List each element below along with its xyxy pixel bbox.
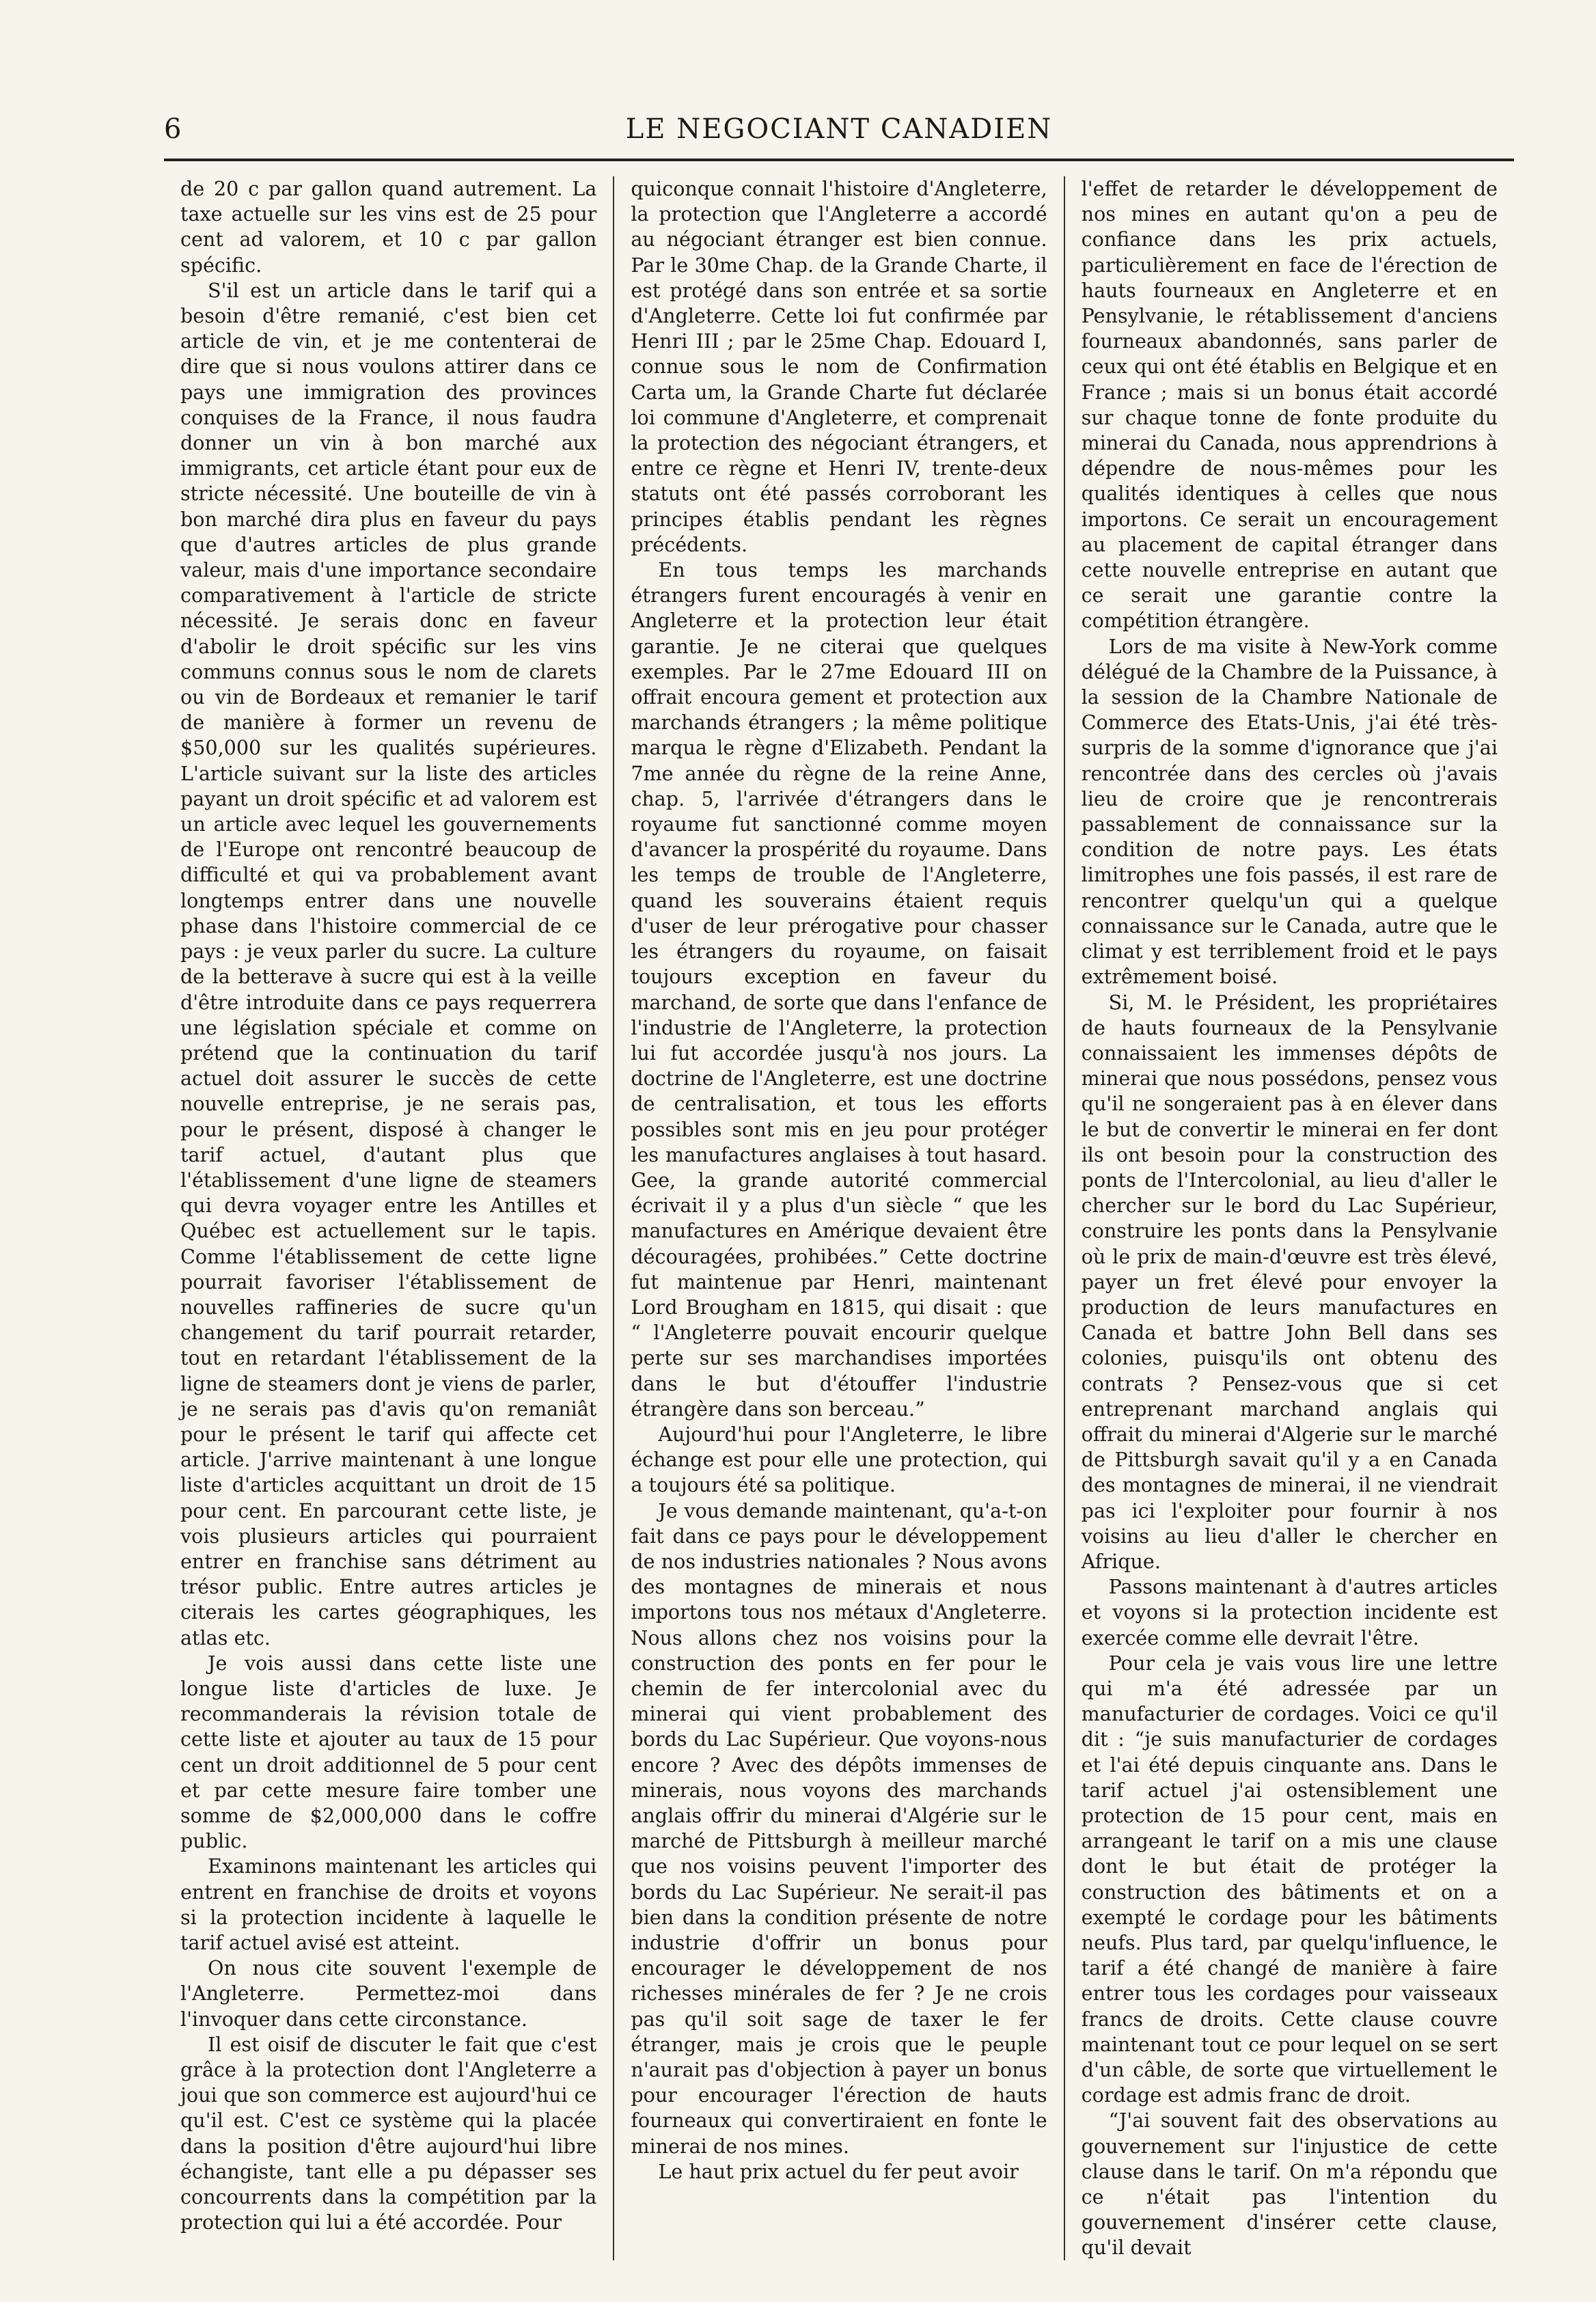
paragraph: l'effet de retarder le développement de nos mines en autant qu'on a peu de confiance dans les prix actuels, particulièrement en face de l'érection de hauts fourneaux en Angleterre et en Pensylvanie, le rétablissement d'anciens fourneaux abandonnés, sans parler de ceux qui ont été établis en Belgique et en France ; mais si un bonus était accordé sur chaque tonne de fonte produite du minerai du Canada, nous apprendrions à dépendre de nous-mêmes pour les qualités identiques à celles que nous importons. Ce serait un encouragement au placement de capital étranger dans cette nouvelle entreprise en autant que ce serait une garantie contre la compétition étrangère. [1081, 177, 1498, 633]
column-3 [1064, 176, 1514, 2260]
paragraph: On nous cite souvent l'exemple de l'Angleterre. Permettez-moi dans l'invoquer dans cette circonstance. [180, 1956, 597, 2031]
paragraph: Je vous demande maintenant, qu'a-t-on fait dans ce pays pour le développement de nos industries nationales ? Nous avons des montagnes de minerais et nous importons tous nos métaux d'Angleterre. Nous allons chez nos voisins pour la construction des ponts en fer pour le chemin de fer intercolonial avec du minerai qui vient probablement des bords du Lac Supérieur. Que voyons-nous encore ? Avec des dépôts immenses de minerais, nous voyons des marchands anglais offrir du minerai d'Algérie sur le marché de Pittsburgh à meilleur marché que nos voisins peuvent l'importer des bords du Lac Supérieur. Ne serait-il pas bien dans la condition présente de notre industrie d'offrir un bonus pour encourager le développement de nos richesses minérales de fer ? Je ne crois pas qu'il soit sage de taxer le fer étranger, mais je crois que le peuple n'aurait pas d'objection à payer un bonus pour encourager l'érection de hauts fourneaux qui convertiraient en fonte le minerai de nos mines. [631, 1498, 1047, 2158]
column-2 [613, 176, 1063, 2260]
paragraph: En tous temps les marchands étrangers furent encouragés à venir en Angleterre et la protection leur était garantie. Je ne citerai que quelques exemples. Par le 27me Edouard III on offrait encoura gement et protection aux marchands étrangers ; la même politique marqua le règne d'Elizabeth. Pendant la 7me année du règne de la reine Anne, chap. 5, l'arrivée d'étrangers dans le royaume fut sanctionné comme moyen d'avancer la prospérité du royaume. Dans les temps de trouble de l'Angleterre, quand les souverains étaient requis d'user de leur prérogative pour chasser les étrangers du royaume, on faisait toujours exception en faveur du marchand, de sorte que dans l'enfance de l'industrie de l'Angleterre, la protection lui fut accordée jusqu'à nos jours. La doctrine de l'Angleterre, est une doctrine de centralisation, et tous les efforts possibles sont mis en jeu pour protéger les manufactures anglaises à tout hasard. Gee, la grande autorité commercial écrivait il y a plus d'un siècle “ que les manufactures en Amérique devaient être découragées, prohibées.” Cette doctrine fut maintenue par Henri, maintenant Lord Brougham en 1815, qui disait : que “ l'Angleterre pouvait encourir quelque perte sur ses marchandises importées dans le but d'étouffer l'industrie étrangère dans son berceau.” [631, 558, 1047, 1421]
paragraph: Aujourd'hui pour l'Angleterre, le libre échange est pour elle une protection, qui a toujours été sa politique. [631, 1422, 1047, 1497]
paragraph: Examinons maintenant les articles qui entrent en franchise de droits et voyons si la protection incidente à laquelle le tarif actuel avisé est atteint. [180, 1854, 597, 1955]
paragraph: “J'ai souvent fait des observations au gouvernement sur l'injustice de cette clause dans le tarif. On m'a répondu que ce n'était pas l'intention du gouvernement d'insérer cette clause, qu'il devait [1081, 2109, 1498, 2260]
paragraph: Passons maintenant à d'autres articles et voyons si la protection incidente est exercée comme elle devrait l'être. [1081, 1575, 1498, 1649]
paragraph: Le haut prix actuel du fer peut avoir [658, 2159, 1019, 2183]
paragraph: de 20 c par gallon quand autrement. La taxe actuelle sur les vins est de 25 pour cent ad valorem, et 10 c par gallon spécific. [180, 177, 597, 277]
page-header [164, 111, 1514, 161]
running-title: LE NEGOCIANT CANADIEN [625, 113, 1053, 145]
paragraph: Si, M. le Président, les propriétaires de hauts fourneaux de la Pensylvanie connaissaient les immenses dépôts de minerai que nous possédons, pensez vous qu'il ne songeraient pas à en élever dans le but de convertir le minerai en fer dont ils ont besoin pour la construction des ponts de l'Intercolonial, au lieu d'aller le chercher sur le bord du Lac Supérieur, construire les ponts dans la Pensylvanie où le prix de main-d'œuvre est très élevé, payer un fret élevé pour envoyer la production de leurs manufactures en Canada et battre John Bell dans ses colonies, puisqu'ils ont obtenu des contrats ? Pensez-vous que si cet entreprenant marchand anglais qui offrait du minerai d'Algerie sur le marché de Pittsburgh savait qu'il y a en Canada des montagnes de minerai, il ne viendrait pas ici l'exploiter pour fournir à nos voisins au lieu d'aller le chercher en Afrique. [1081, 990, 1498, 1573]
paragraph: Pour cela je vais vous lire une lettre qui m'a été adressée par un manufacturier de cordages. Voici ce qu'il dit : “je suis manufacturier de cordages et l'ai été depuis cinquante ans. Dans le tarif actuel j'ai ostensiblement une protection de 15 pour cent, mais en arrangeant le tarif on a mis une clause dont le but était de protéger la construction des bâtiments et on a exempté le cordage pour les bâtiments neufs. Plus tard, par quelqu'influence, le tarif a été changé de manière à faire entrer tous les cordages pour vaisseaux francs de droits. Cette clause couvre maintenant tout ce pour lequel on se sert d'un câble, de sorte que virtuellement le cordage est admis franc de droit. [1081, 1651, 1498, 2107]
column-1 [164, 176, 613, 2260]
text-columns [164, 176, 1514, 2260]
page-number: 6 [164, 113, 182, 145]
paragraph: Lors de ma visite à New-York comme délégué de la Chambre de la Puissance, à la session de la Chambre Nationale de Commerce des Etats-Unis, j'ai été très-surpris de la somme d'ignorance que j'ai rencontrée dans des cercles où j'avais lieu de croire que je rencontrerais passablement de connaissance sur la condition de notre pays. Les états limitrophes une fois passés, il est rare de rencontrer quelqu'un qui a quelque connaissance sur le Canada, autre que le climat y est terriblement froid et le pays extrêmement boisé. [1081, 634, 1498, 989]
paragraph: Je vois aussi dans cette liste une longue liste d'articles de luxe. Je recommanderais la révision totale de cette liste et ajouter au taux de 15 pour cent un droit additionnel de 5 pour cent et par cette mesure faire tomber une somme de $2,000,000 dans le coffre public. [180, 1651, 597, 1853]
paragraph: quiconque connait l'histoire d'Angleterre, la protection que l'Angleterre a accordé au négociant étranger est bien connue. Par le 30me Chap. de la Grande Charte, il est protégé dans son entrée et sa sortie d'Angleterre. Cette loi fut confirmée par Henri III ; par le 25me Chap. Edouard I, connue sous le nom de Confirmation Carta um, la Grande Charte fut déclarée loi commune d'Angleterre, et comprenait la protection des négociant étrangers, et entre ce règne et Henri IV, trente-deux statuts ont été passés corroborant les principes établis pendant les règnes précédents. [631, 177, 1047, 556]
paragraph: S'il est un article dans le tarif qui a besoin d'être remanié, c'est bien cet article de vin, et je me contenterai de dire que si nous voulons attirer dans ce pays une immigration des provinces conquises de la France, il nous faudra donner un vin à bon marché aux immigrants, cet article étant pour eux de stricte nécessité. Une bouteille de vin à bon marché dira plus en faveur du pays que d'autres articles de plus grande valeur, mais d'une importance secondaire comparativement à l'article de stricte nécessité. Je serais donc en faveur d'abolir le droit spécific sur les vins communs connus sous le nom de clarets ou vin de Bordeaux et remanier le tarif de manière à former un revenu de $50,000 sur les qualités supérieures. L'article suivant sur la liste des articles payant un droit spécific et ad valorem est un article avec lequel les gouvernements de l'Europe ont rencontré beaucoup de difficulté et qui va probablement avant longtemps entrer dans une nouvelle phase dans l'histoire commercial de ce pays : je veux parler du sucre. La culture de la betterave à sucre qui est à la veille d'être introduite dans ce pays requerrera une législation spéciale et comme on prétend que la continuation du tarif actuel doit assurer le succès de cette nouvelle entreprise, je ne serais pas, pour le présent, disposé à changer le tarif actuel, d'autant plus que l'établissement d'une ligne de steamers qui devra voyager entre les Antilles et Québec est actuellement sur le tapis. Comme l'établissement de cette ligne pourrait favoriser l'établissement de nouvelles raffineries de sucre qu'un changement du tarif pourrait retarder, tout en retardant l'établissement de la ligne de steamers dont je viens de parler, je ne serais pas d'avis qu'on remaniât pour le présent le tarif qui affecte cet article. J'arrive maintenant à une longue liste d'articles acquittant un droit de 15 pour cent. En parcourant cette liste, je vois plusieurs articles qui pourraient entrer en franchise sans détriment au trésor public. Entre autres articles je citerais les cartes géographiques, les atlas etc. [180, 278, 597, 1649]
paragraph: Il est oisif de discuter le fait que c'est grâce à la protection dont l'Angleterre a joui que son commerce est aujourd'hui ce qu'il est. C'est ce système qui la placée dans la position d'être aujourd'hui libre échangiste, tant elle a pu dépasser ses concourrents dans la compétition par la protection qui lui a été accordée. Pour [180, 2032, 597, 2234]
